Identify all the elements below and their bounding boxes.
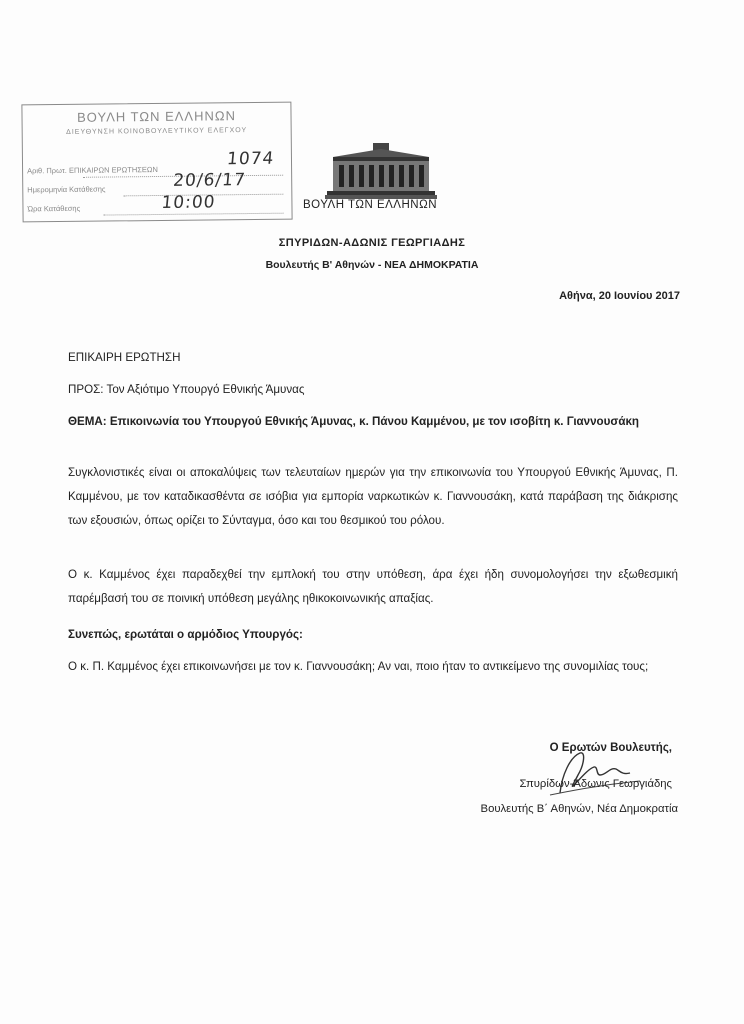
stamp-row-date [27, 185, 105, 195]
stamp-title: ΒΟΥΛΗ ΤΩΝ ΕΛΛΗΝΩΝ [77, 108, 237, 125]
stamp-row-label: Αριθ. Πρωτ. ΕΠΙΚΑΙΡΩΝ ΕΡΩΤΗΣΕΩΝ [27, 164, 158, 176]
question-text: Ο κ. Π. Καμμένος έχει επικοινωνήσει με τον κ. Γιαννουσάκη; Αν ναι, ποιο ήταν το αντικείμενο της συνομιλίας τους; [68, 660, 649, 673]
stamp-protocol-value: 1074 [226, 148, 276, 170]
stamp-row-protocol [27, 165, 158, 175]
body-paragraph-2: Ο κ. Καμμένος έχει παραδεχθεί την εμπλοκή του στην υπόθεση, άρα έχει ήδη συνομολογήσει την εξωθεσμική παρέμβασή του σε ποινική υπόθεση μεγάλης ηθικοκοινωνικής απαξίας. [68, 568, 678, 605]
question-heading: Συνεπώς, ερωτάται ο αρμόδιος Υπουργός: [68, 628, 303, 641]
logo-caption: ΒΟΥΛΗ ΤΩΝ ΕΛΛΗΝΩΝ [303, 199, 437, 211]
stamp-row-time [27, 204, 80, 214]
parliament-logo [325, 143, 437, 199]
stamp-time-value: 10:00 [160, 192, 217, 213]
document-heading: ΕΠΙΚΑΙΡΗ ΕΡΩΤΗΣΗ [68, 351, 181, 364]
signature-title: Ο Ερωτών Βουλευτής, [549, 742, 672, 754]
subject-line: ΘΕΜΑ: Επικοινωνία του Υπουργού Εθνικής Άμυνας, κ. Πάνου Καμμένου, με τον ισοβίτη κ. Γιαννουσάκη [68, 415, 639, 428]
stamp-subtitle: ΔΙΕΥΘΥΝΣΗ ΚΟΙΝΟΒΟΥΛΕΥΤΙΚΟΥ ΕΛΕΓΧΟΥ [66, 127, 248, 136]
stamp-date-value: 20/6/17 [172, 170, 247, 191]
stamp-row-label: Ώρα Κατάθεσης [27, 203, 81, 214]
document-date: Αθήνα, 20 Ιουνίου 2017 [559, 290, 680, 302]
recipient-line: ΠΡΟΣ: Τον Αξιότιμο Υπουργό Εθνικής Άμυνας [68, 383, 305, 396]
author-name: ΣΠΥΡΙΔΩΝ-ΑΔΩΝΙΣ ΓΕΩΡΓΙΑΔΗΣ [278, 237, 466, 249]
signature-name: Σπυρίδων-Άδωνις Γεωργιάδης [519, 778, 672, 790]
registry-stamp [21, 102, 292, 223]
signature-role: Βουλευτής Β΄ Αθηνών, Νέα Δημοκρατία [480, 803, 678, 815]
stamp-row-label: Ημερομηνία Κατάθεσης [27, 184, 106, 195]
body-paragraph-1: Συγκλονιστικές είναι οι αποκαλύψεις των τελευταίων ημερών για την επικοινωνία του Υπουργού Εθνικής Άμυνας, Π. Καμμένου, με τον καταδικασθέντα σε ισόβια για εμπορία ναρκωτικών κ. Γιαννουσάκη, κατά παράβαση της διάκρισης των εξουσιών, όπως ορίζει το Σύνταγμα, όσο και του θεσμικού του ρόλου. [68, 466, 678, 527]
author-role: Βουλευτής Β' Αθηνών - ΝΕΑ ΔΗΜΟΚΡΑΤΙΑ [265, 259, 479, 271]
stamp-dotted-line [104, 213, 284, 216]
